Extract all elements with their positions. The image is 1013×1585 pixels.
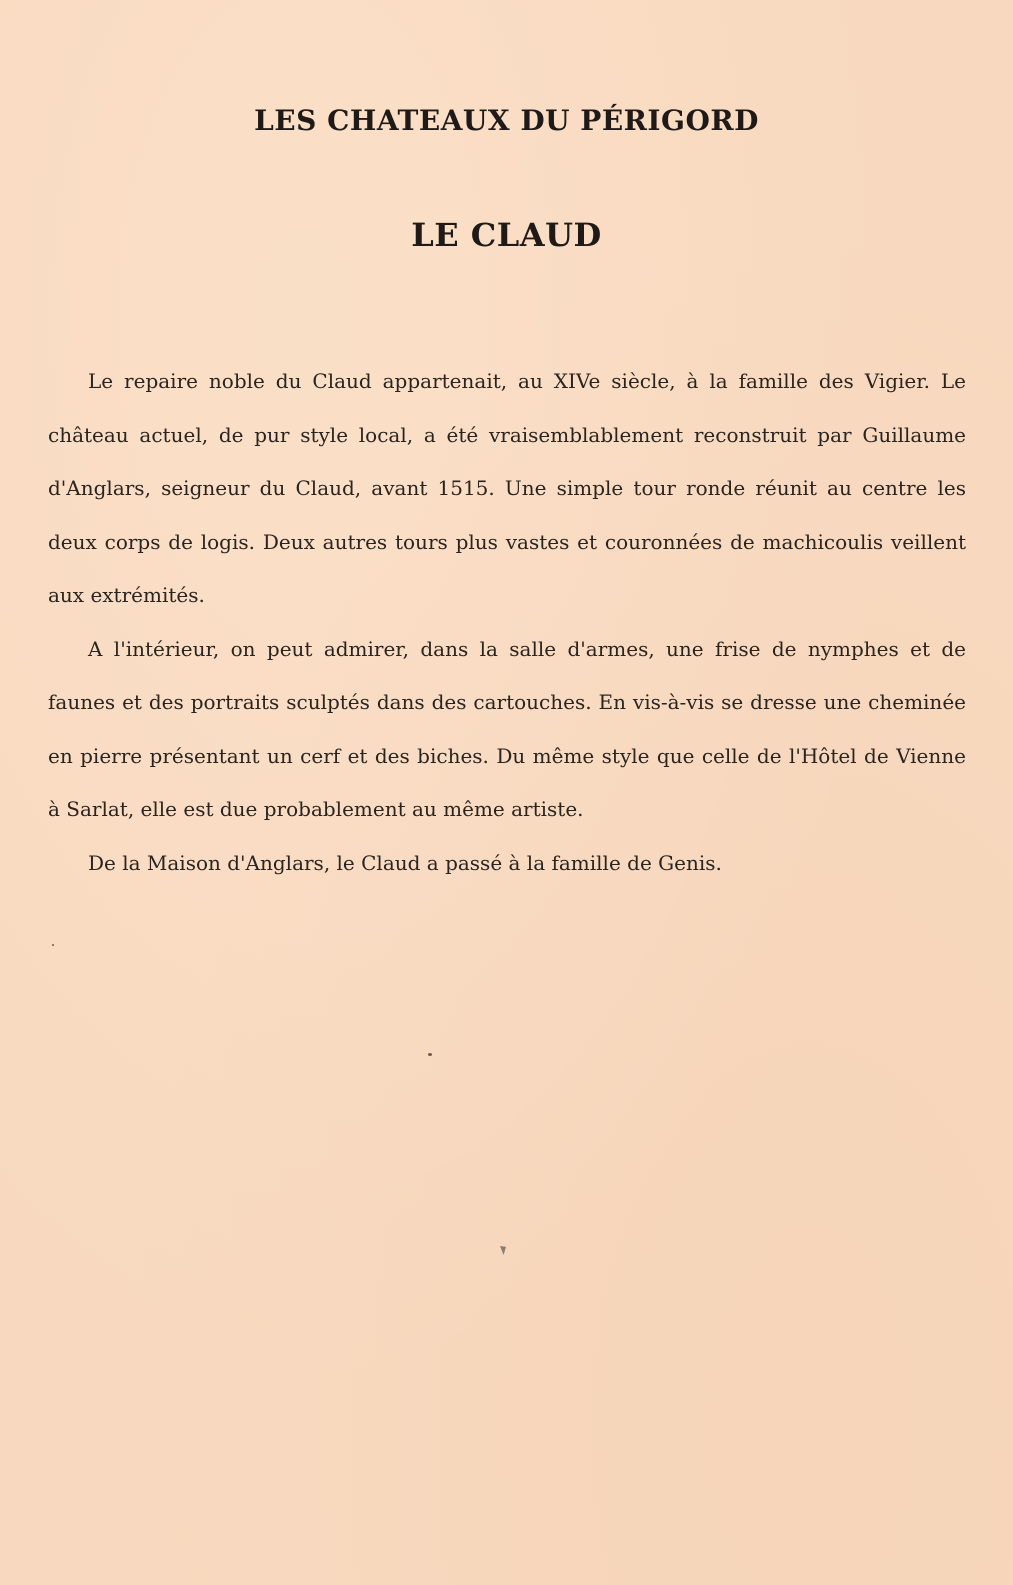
paper-speck [52,944,54,946]
paper-speck [428,1053,432,1056]
document-subheading: LE CLAUD [411,216,602,254]
paragraph-history: Le repaire noble du Claud appartenait, au XIVe siècle, à la famille des Vigier. Le château actuel, de pur style local, a été vraisemblablement reconstruit par Guillaume d'Anglars, seigneur du Claud, avant 1515. Une simple tour ronde réunit au centre les deux corps de logis. Deux autres tours plus vastes et couronnées de machicoulis veillent aux extrémités. [48,369,966,607]
paragraph-interior: A l'intérieur, on peut admirer, dans la salle d'armes, une frise de nymphes et de faunes et des portraits sculptés dans des cartouches. En vis-à-vis se dresse une cheminée en pierre présentant un cerf et des biches. Du même style que celle de l'Hôtel de Vienne à Sarlat, elle est due probablement au même artiste. [48,636,966,821]
paragraph-succession: De la Maison d'Anglars, le Claud a passé à la famille de Genis. [88,850,722,875]
document-body [48,355,966,890]
document-heading: LES CHATEAUX DU PÉRIGORD [254,104,759,137]
